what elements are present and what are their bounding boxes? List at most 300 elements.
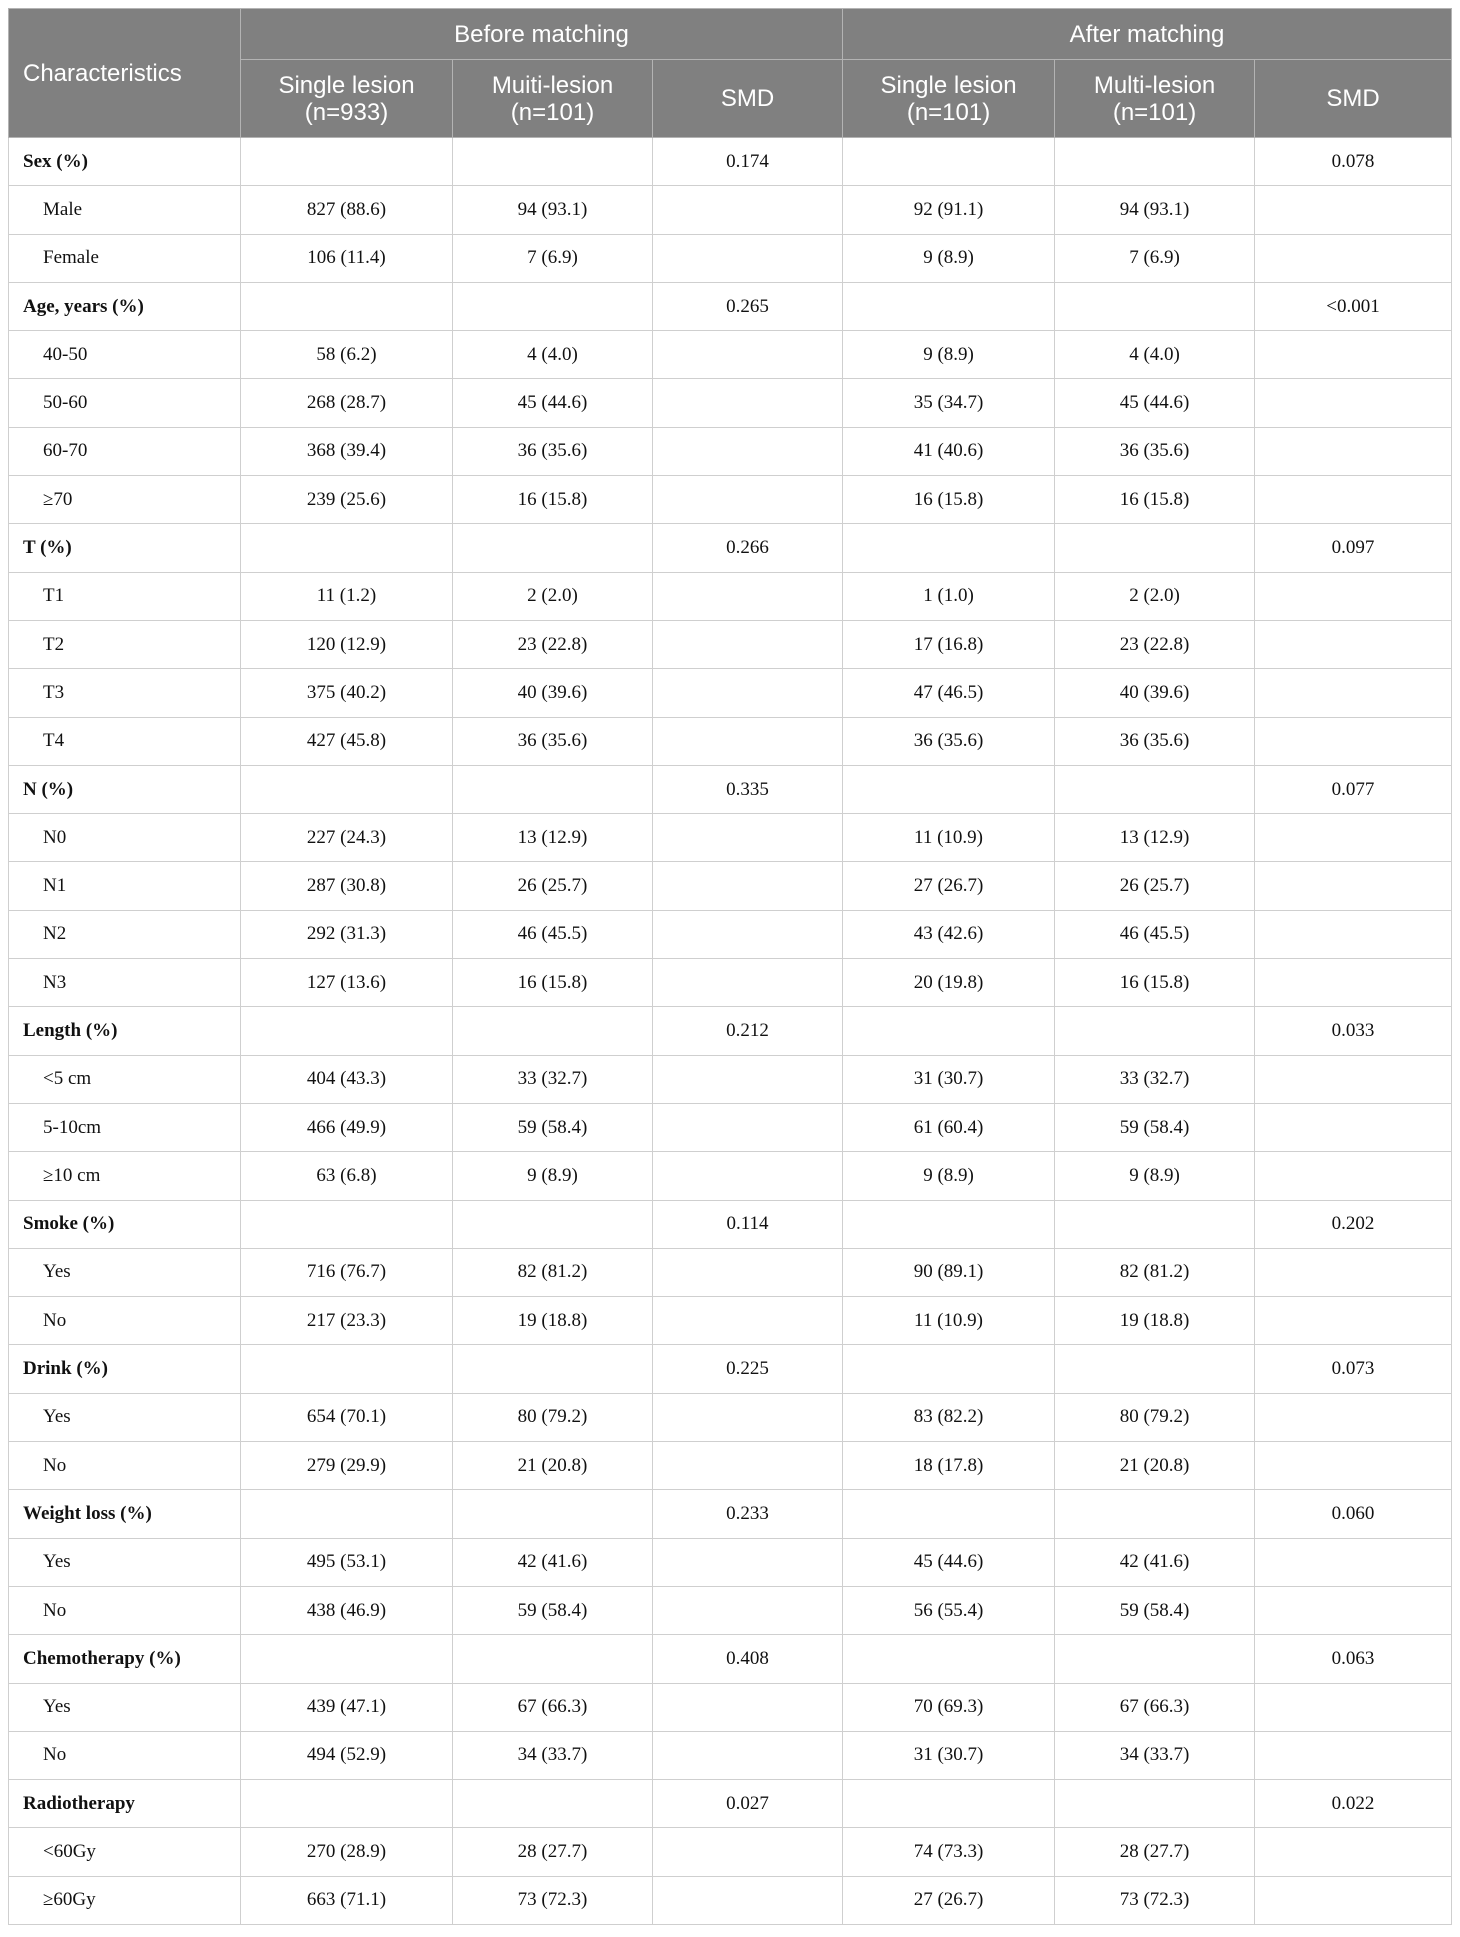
table-row: [9, 959, 1452, 1007]
before-multi-cell: 45 (44.6): [453, 379, 653, 427]
before-smd-cell: [653, 910, 843, 958]
table-row: [9, 1828, 1452, 1876]
table-row: [9, 427, 1452, 475]
after-single-cell: 43 (42.6): [843, 910, 1055, 958]
before-single-cell: 663 (71.1): [241, 1876, 453, 1924]
after-single-cell: [843, 1635, 1055, 1683]
table-row: [9, 1248, 1452, 1296]
category-row: [9, 524, 1452, 572]
before-single-cell: 494 (52.9): [241, 1731, 453, 1779]
before-multi-cell: [453, 1490, 653, 1538]
before-smd-cell: [653, 669, 843, 717]
row-label: No: [9, 1731, 241, 1779]
before-single-cell: [241, 1635, 453, 1683]
category-row: [9, 138, 1452, 186]
after-multi-cell: 26 (25.7): [1055, 862, 1255, 910]
after-smd-cell: 0.063: [1255, 1635, 1452, 1683]
before-smd-header: SMD: [653, 60, 843, 138]
after-smd-cell: [1255, 331, 1452, 379]
table-row: [9, 910, 1452, 958]
row-label: N3: [9, 959, 241, 1007]
row-label: No: [9, 1442, 241, 1490]
before-multi-cell: 59 (58.4): [453, 1586, 653, 1634]
after-multi-cell: [1055, 1490, 1255, 1538]
after-multi-cell: 28 (27.7): [1055, 1828, 1255, 1876]
table-row: [9, 1103, 1452, 1151]
before-single-cell: 368 (39.4): [241, 427, 453, 475]
after-smd-cell: [1255, 1828, 1452, 1876]
after-multi-cell: [1055, 765, 1255, 813]
after-single-cell: 18 (17.8): [843, 1442, 1055, 1490]
table-row: [9, 572, 1452, 620]
table-row: [9, 1297, 1452, 1345]
after-smd-cell: [1255, 1538, 1452, 1586]
after-single-cell: 41 (40.6): [843, 427, 1055, 475]
before-multi-cell: 80 (79.2): [453, 1393, 653, 1441]
after-smd-cell: <0.001: [1255, 282, 1452, 330]
before-single-cell: [241, 1007, 453, 1055]
before-smd-cell: [653, 717, 843, 765]
table-row: [9, 1152, 1452, 1200]
after-smd-cell: [1255, 717, 1452, 765]
after-single-cell: 9 (8.9): [843, 234, 1055, 282]
after-single-cell: 9 (8.9): [843, 331, 1055, 379]
category-row: [9, 765, 1452, 813]
before-single-cell: 120 (12.9): [241, 620, 453, 668]
before-smd-cell: [653, 1297, 843, 1345]
after-single-cell: 74 (73.3): [843, 1828, 1055, 1876]
after-smd-cell: 0.022: [1255, 1780, 1452, 1828]
row-label: N2: [9, 910, 241, 958]
table-row: [9, 379, 1452, 427]
table-row: [9, 1442, 1452, 1490]
after-multi-cell: 40 (39.6): [1055, 669, 1255, 717]
before-multi-cell: 16 (15.8): [453, 959, 653, 1007]
before-multi-cell: 67 (66.3): [453, 1683, 653, 1731]
row-label: T3: [9, 669, 241, 717]
before-smd-cell: [653, 1828, 843, 1876]
row-label: Smoke (%): [9, 1200, 241, 1248]
row-label: T1: [9, 572, 241, 620]
after-single-cell: 16 (15.8): [843, 476, 1055, 524]
before-smd-cell: [653, 1586, 843, 1634]
before-multi-cell: 33 (32.7): [453, 1055, 653, 1103]
table-header: [9, 9, 1452, 138]
row-label: ≥60Gy: [9, 1876, 241, 1924]
after-smd-cell: [1255, 1586, 1452, 1634]
category-row: [9, 1200, 1452, 1248]
before-single-cell: 106 (11.4): [241, 234, 453, 282]
before-multi-cell: 28 (27.7): [453, 1828, 653, 1876]
after-smd-cell: 0.078: [1255, 138, 1452, 186]
row-label: T4: [9, 717, 241, 765]
before-single-cell: 11 (1.2): [241, 572, 453, 620]
after-smd-cell: 0.097: [1255, 524, 1452, 572]
row-label: 60-70: [9, 427, 241, 475]
category-row: [9, 1345, 1452, 1393]
table-row: [9, 1731, 1452, 1779]
after-smd-cell: [1255, 427, 1452, 475]
before-smd-cell: [653, 476, 843, 524]
category-row: [9, 1007, 1452, 1055]
row-label: N1: [9, 862, 241, 910]
after-single-cell: [843, 524, 1055, 572]
before-single-cell: 438 (46.9): [241, 1586, 453, 1634]
after-multi-cell: 45 (44.6): [1055, 379, 1255, 427]
after-single-cell: 90 (89.1): [843, 1248, 1055, 1296]
after-smd-cell: [1255, 620, 1452, 668]
before-smd-cell: [653, 331, 843, 379]
after-single-cell: [843, 282, 1055, 330]
after-single-cell: 11 (10.9): [843, 814, 1055, 862]
before-smd-cell: 0.408: [653, 1635, 843, 1683]
before-single-cell: [241, 1200, 453, 1248]
before-smd-cell: [653, 1731, 843, 1779]
after-smd-cell: 0.073: [1255, 1345, 1452, 1393]
after-single-header: Single lesion (n=101): [843, 60, 1055, 138]
after-multi-cell: 46 (45.5): [1055, 910, 1255, 958]
before-multi-header: Muiti-lesion (n=101): [453, 60, 653, 138]
before-smd-cell: [653, 234, 843, 282]
after-multi-cell: 16 (15.8): [1055, 476, 1255, 524]
category-row: [9, 1780, 1452, 1828]
after-smd-cell: [1255, 379, 1452, 427]
row-label: Yes: [9, 1393, 241, 1441]
after-multi-cell: 36 (35.6): [1055, 717, 1255, 765]
after-single-cell: 36 (35.6): [843, 717, 1055, 765]
before-multi-cell: [453, 1345, 653, 1393]
before-multi-cell: 73 (72.3): [453, 1876, 653, 1924]
after-multi-cell: [1055, 1635, 1255, 1683]
row-label: T (%): [9, 524, 241, 572]
before-smd-cell: [653, 427, 843, 475]
row-label: Female: [9, 234, 241, 282]
row-label: No: [9, 1297, 241, 1345]
before-single-cell: 466 (49.9): [241, 1103, 453, 1151]
before-single-cell: [241, 282, 453, 330]
table-row: [9, 476, 1452, 524]
table-row: [9, 331, 1452, 379]
before-multi-cell: [453, 524, 653, 572]
before-smd-cell: [653, 1442, 843, 1490]
row-label: 50-60: [9, 379, 241, 427]
before-smd-cell: 0.212: [653, 1007, 843, 1055]
table-row: [9, 1876, 1452, 1924]
after-multi-cell: 21 (20.8): [1055, 1442, 1255, 1490]
after-single-cell: 83 (82.2): [843, 1393, 1055, 1441]
before-single-cell: 375 (40.2): [241, 669, 453, 717]
before-single-cell: 287 (30.8): [241, 862, 453, 910]
before-multi-cell: 46 (45.5): [453, 910, 653, 958]
after-multi-cell: 16 (15.8): [1055, 959, 1255, 1007]
row-label: Yes: [9, 1538, 241, 1586]
before-multi-cell: 7 (6.9): [453, 234, 653, 282]
before-multi-cell: 59 (58.4): [453, 1103, 653, 1151]
table-row: [9, 620, 1452, 668]
after-single-cell: 31 (30.7): [843, 1731, 1055, 1779]
before-smd-cell: [653, 1248, 843, 1296]
table-row: [9, 234, 1452, 282]
row-label: N (%): [9, 765, 241, 813]
row-label: Age, years (%): [9, 282, 241, 330]
table-row: [9, 669, 1452, 717]
after-smd-cell: [1255, 1152, 1452, 1200]
table-row: [9, 1586, 1452, 1634]
before-smd-cell: [653, 1103, 843, 1151]
before-multi-cell: [453, 1635, 653, 1683]
after-multi-cell: [1055, 138, 1255, 186]
after-matching-header: After matching: [843, 9, 1452, 60]
after-single-cell: [843, 1345, 1055, 1393]
table-row: [9, 1393, 1452, 1441]
row-label: Radiotherapy: [9, 1780, 241, 1828]
before-smd-cell: [653, 1683, 843, 1731]
after-single-cell: 9 (8.9): [843, 1152, 1055, 1200]
before-smd-cell: [653, 1538, 843, 1586]
after-single-cell: 56 (55.4): [843, 1586, 1055, 1634]
after-single-cell: 92 (91.1): [843, 186, 1055, 234]
before-multi-cell: 34 (33.7): [453, 1731, 653, 1779]
after-single-cell: [843, 1007, 1055, 1055]
after-single-cell: 1 (1.0): [843, 572, 1055, 620]
table-row: [9, 717, 1452, 765]
after-smd-cell: [1255, 910, 1452, 958]
before-multi-cell: [453, 765, 653, 813]
after-smd-cell: [1255, 1103, 1452, 1151]
before-smd-cell: [653, 862, 843, 910]
after-single-cell: [843, 138, 1055, 186]
after-multi-header: Multi-lesion (n=101): [1055, 60, 1255, 138]
row-label: 40-50: [9, 331, 241, 379]
before-multi-cell: 82 (81.2): [453, 1248, 653, 1296]
after-single-cell: [843, 1200, 1055, 1248]
before-single-cell: 279 (29.9): [241, 1442, 453, 1490]
before-smd-cell: 0.027: [653, 1780, 843, 1828]
before-single-cell: [241, 524, 453, 572]
row-label: ≥10 cm: [9, 1152, 241, 1200]
after-multi-cell: 82 (81.2): [1055, 1248, 1255, 1296]
after-smd-cell: 0.033: [1255, 1007, 1452, 1055]
row-label: Length (%): [9, 1007, 241, 1055]
after-multi-cell: [1055, 1007, 1255, 1055]
before-multi-cell: 13 (12.9): [453, 814, 653, 862]
after-multi-cell: 59 (58.4): [1055, 1586, 1255, 1634]
after-multi-cell: 33 (32.7): [1055, 1055, 1255, 1103]
before-single-cell: 427 (45.8): [241, 717, 453, 765]
before-smd-cell: [653, 379, 843, 427]
after-multi-cell: 59 (58.4): [1055, 1103, 1255, 1151]
after-single-cell: 61 (60.4): [843, 1103, 1055, 1151]
after-multi-cell: 19 (18.8): [1055, 1297, 1255, 1345]
row-label: 5-10cm: [9, 1103, 241, 1151]
before-smd-cell: 0.335: [653, 765, 843, 813]
after-smd-cell: 0.202: [1255, 1200, 1452, 1248]
before-single-cell: 270 (28.9): [241, 1828, 453, 1876]
matching-table: [8, 8, 1452, 1925]
before-single-cell: 439 (47.1): [241, 1683, 453, 1731]
after-multi-cell: 2 (2.0): [1055, 572, 1255, 620]
after-smd-cell: 0.060: [1255, 1490, 1452, 1538]
after-multi-cell: 7 (6.9): [1055, 234, 1255, 282]
before-single-cell: 827 (88.6): [241, 186, 453, 234]
before-single-cell: [241, 1780, 453, 1828]
before-smd-cell: [653, 186, 843, 234]
category-row: [9, 1490, 1452, 1538]
before-multi-cell: 94 (93.1): [453, 186, 653, 234]
after-multi-cell: [1055, 1345, 1255, 1393]
after-single-cell: 11 (10.9): [843, 1297, 1055, 1345]
after-single-cell: 31 (30.7): [843, 1055, 1055, 1103]
table-row: [9, 1055, 1452, 1103]
before-smd-cell: [653, 1152, 843, 1200]
after-smd-cell: [1255, 1297, 1452, 1345]
before-single-cell: 495 (53.1): [241, 1538, 453, 1586]
table-body: [9, 138, 1452, 1925]
before-multi-cell: [453, 1007, 653, 1055]
after-smd-cell: [1255, 572, 1452, 620]
before-smd-cell: 0.265: [653, 282, 843, 330]
before-multi-cell: 21 (20.8): [453, 1442, 653, 1490]
after-multi-cell: 80 (79.2): [1055, 1393, 1255, 1441]
before-single-cell: 217 (23.3): [241, 1297, 453, 1345]
after-multi-cell: 23 (22.8): [1055, 620, 1255, 668]
after-single-cell: 27 (26.7): [843, 862, 1055, 910]
row-label: ≥70: [9, 476, 241, 524]
before-single-header: Single lesion (n=933): [241, 60, 453, 138]
before-multi-cell: 2 (2.0): [453, 572, 653, 620]
before-smd-cell: 0.114: [653, 1200, 843, 1248]
after-single-cell: 20 (19.8): [843, 959, 1055, 1007]
category-row: [9, 1635, 1452, 1683]
after-smd-cell: [1255, 1876, 1452, 1924]
after-single-cell: [843, 1780, 1055, 1828]
after-multi-cell: 34 (33.7): [1055, 1731, 1255, 1779]
table-row: [9, 186, 1452, 234]
after-single-cell: 45 (44.6): [843, 1538, 1055, 1586]
before-single-cell: 716 (76.7): [241, 1248, 453, 1296]
before-multi-cell: 19 (18.8): [453, 1297, 653, 1345]
before-multi-cell: 40 (39.6): [453, 669, 653, 717]
row-label: No: [9, 1586, 241, 1634]
before-single-cell: 404 (43.3): [241, 1055, 453, 1103]
after-multi-cell: 4 (4.0): [1055, 331, 1255, 379]
category-row: [9, 282, 1452, 330]
before-smd-cell: [653, 1876, 843, 1924]
characteristics-header: Characteristics: [9, 9, 241, 138]
table-row: [9, 1538, 1452, 1586]
after-multi-cell: 9 (8.9): [1055, 1152, 1255, 1200]
row-label: Sex (%): [9, 138, 241, 186]
row-label: Chemotherapy (%): [9, 1635, 241, 1683]
table-row: [9, 814, 1452, 862]
after-smd-cell: [1255, 862, 1452, 910]
table-container: [8, 8, 1451, 1925]
after-single-cell: [843, 765, 1055, 813]
row-label: Yes: [9, 1248, 241, 1296]
before-single-cell: 654 (70.1): [241, 1393, 453, 1441]
before-multi-cell: [453, 1780, 653, 1828]
after-smd-cell: [1255, 1442, 1452, 1490]
after-single-cell: 17 (16.8): [843, 620, 1055, 668]
after-multi-cell: 94 (93.1): [1055, 186, 1255, 234]
before-matching-header: Before matching: [241, 9, 843, 60]
row-label: Weight loss (%): [9, 1490, 241, 1538]
before-single-cell: 268 (28.7): [241, 379, 453, 427]
after-multi-cell: [1055, 282, 1255, 330]
row-label: <60Gy: [9, 1828, 241, 1876]
after-single-cell: 70 (69.3): [843, 1683, 1055, 1731]
row-label: T2: [9, 620, 241, 668]
after-single-cell: [843, 1490, 1055, 1538]
after-smd-cell: [1255, 234, 1452, 282]
row-label: <5 cm: [9, 1055, 241, 1103]
row-label: Male: [9, 186, 241, 234]
before-smd-cell: [653, 620, 843, 668]
before-smd-cell: 0.174: [653, 138, 843, 186]
before-multi-cell: 23 (22.8): [453, 620, 653, 668]
before-multi-cell: [453, 138, 653, 186]
before-multi-cell: 4 (4.0): [453, 331, 653, 379]
before-single-cell: 239 (25.6): [241, 476, 453, 524]
before-single-cell: [241, 1490, 453, 1538]
after-smd-cell: [1255, 959, 1452, 1007]
before-smd-cell: 0.233: [653, 1490, 843, 1538]
row-label: N0: [9, 814, 241, 862]
after-smd-cell: [1255, 186, 1452, 234]
before-smd-cell: 0.266: [653, 524, 843, 572]
after-smd-cell: 0.077: [1255, 765, 1452, 813]
before-smd-cell: [653, 814, 843, 862]
after-smd-header: SMD: [1255, 60, 1452, 138]
after-single-cell: 27 (26.7): [843, 1876, 1055, 1924]
before-smd-cell: 0.225: [653, 1345, 843, 1393]
table-row: [9, 1683, 1452, 1731]
before-single-cell: [241, 138, 453, 186]
before-single-cell: [241, 1345, 453, 1393]
before-multi-cell: 42 (41.6): [453, 1538, 653, 1586]
after-multi-cell: 67 (66.3): [1055, 1683, 1255, 1731]
after-smd-cell: [1255, 1683, 1452, 1731]
after-multi-cell: [1055, 1780, 1255, 1828]
before-single-cell: 63 (6.8): [241, 1152, 453, 1200]
after-multi-cell: [1055, 1200, 1255, 1248]
before-smd-cell: [653, 572, 843, 620]
after-smd-cell: [1255, 1731, 1452, 1779]
table-row: [9, 862, 1452, 910]
after-single-cell: 47 (46.5): [843, 669, 1055, 717]
before-multi-cell: [453, 1200, 653, 1248]
before-single-cell: [241, 765, 453, 813]
after-multi-cell: 42 (41.6): [1055, 1538, 1255, 1586]
before-single-cell: 127 (13.6): [241, 959, 453, 1007]
before-multi-cell: 9 (8.9): [453, 1152, 653, 1200]
before-multi-cell: 36 (35.6): [453, 427, 653, 475]
before-multi-cell: 16 (15.8): [453, 476, 653, 524]
before-multi-cell: [453, 282, 653, 330]
before-multi-cell: 36 (35.6): [453, 717, 653, 765]
after-smd-cell: [1255, 814, 1452, 862]
before-smd-cell: [653, 959, 843, 1007]
after-smd-cell: [1255, 1055, 1452, 1103]
after-multi-cell: 36 (35.6): [1055, 427, 1255, 475]
row-label: Yes: [9, 1683, 241, 1731]
after-smd-cell: [1255, 1393, 1452, 1441]
after-smd-cell: [1255, 1248, 1452, 1296]
after-multi-cell: 73 (72.3): [1055, 1876, 1255, 1924]
after-multi-cell: 13 (12.9): [1055, 814, 1255, 862]
before-single-cell: 292 (31.3): [241, 910, 453, 958]
after-multi-cell: [1055, 524, 1255, 572]
